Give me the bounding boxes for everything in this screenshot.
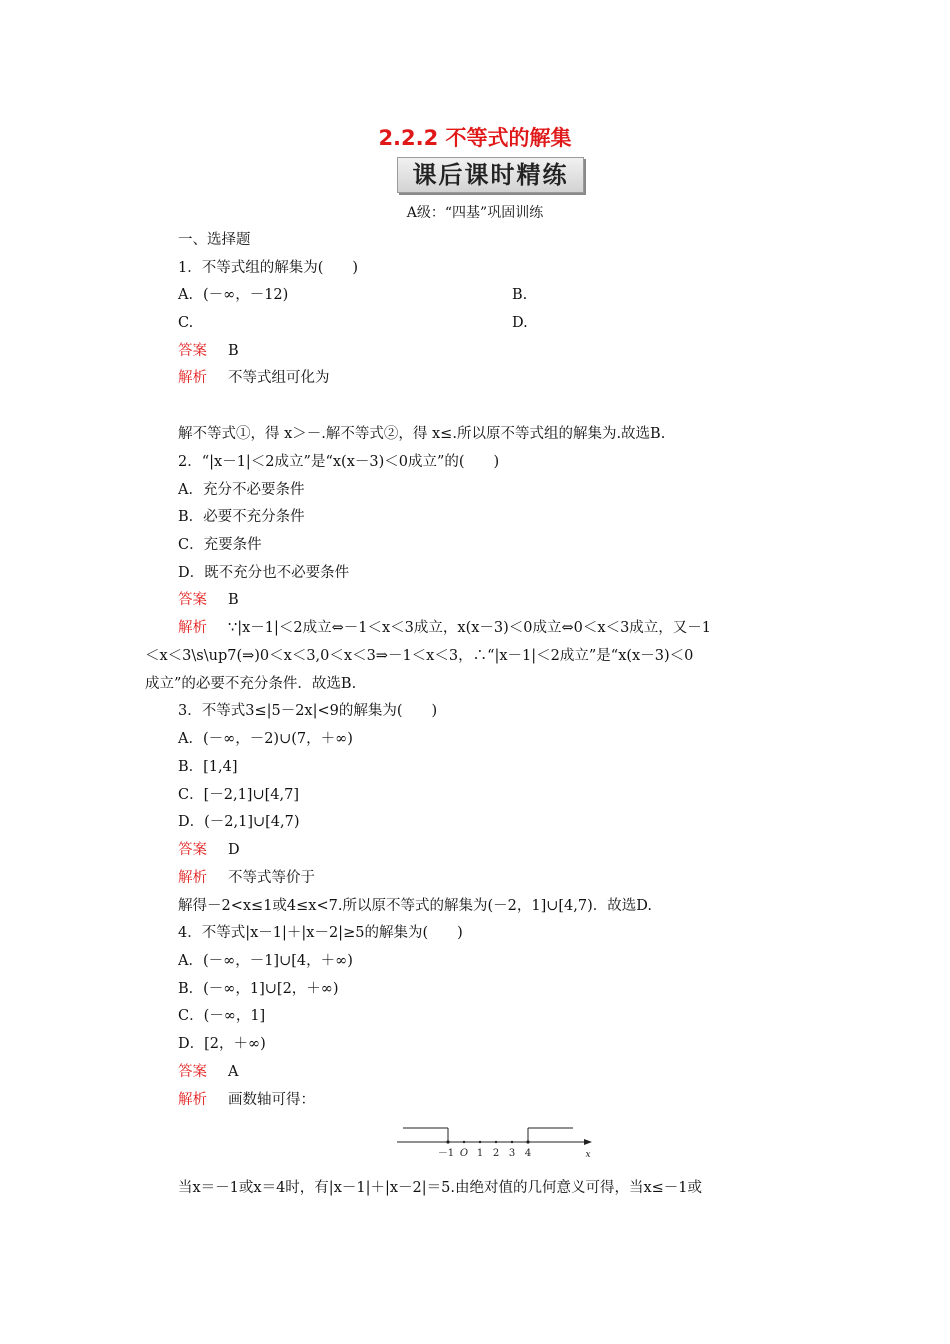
q4-answer-line [178,1062,238,1082]
answer-label: 答案 [178,842,207,858]
q3-answer: D [228,842,240,858]
tick-label-4: 4 [524,1148,532,1159]
section-heading: 一、选择题 [178,232,251,248]
q3-analysis-line [178,868,315,888]
q1-analysis: 不等式组可化为 [228,370,330,386]
q2-answer-line [178,590,239,610]
q1-answer-line [178,341,239,361]
q4-analysis-2: 当x＝－1或x＝4时，有|x－1|＋|x－2|＝5.由绝对值的几何意义可得，当x≤－1或 [178,1180,703,1196]
q3-option-d: D．(－2,1]∪[4,7) [178,814,300,830]
q2-option-b: B．必要不充分条件 [178,509,305,525]
q1-option-a: A．(－∞，－12) [178,287,289,303]
number-line-figure [395,1118,600,1162]
q1-option-d: D. [512,315,528,331]
right-ray-bracket [528,1128,573,1142]
q3-analysis-2: 解得－2<x≤1或4≤x<7.所以原不等式的解集为(－2，1]∪[4,7)．故选D. [178,898,652,914]
analysis-label: 解析 [178,1092,207,1108]
q1-analysis-line [178,368,330,388]
analysis-label: 解析 [178,870,207,886]
q1-option-b: B. [512,287,528,303]
q4-answer: A [228,1064,239,1080]
q1-answer: B [228,343,239,359]
q4-option-d: D．[2，＋∞) [178,1036,266,1052]
q2-analysis-line [178,618,711,638]
q3-stem: 3．不等式3≤|5－2x|<9的解集为( ) [178,703,438,719]
q4-option-c: C．(－∞，1] [178,1008,266,1024]
tick-label-origin: O [459,1148,469,1159]
q1-analysis-2: 解不等式①，得 x＞－.解不等式②，得 x≤.所以原不等式组的解集为.故选B. [178,426,666,442]
q3-option-c: C．[－2,1]∪[4,7] [178,787,299,803]
q3-analysis: 不等式等价于 [228,870,315,886]
left-ray-bracket [403,1128,448,1142]
q4-option-b: B．(－∞，1]∪[2，＋∞) [178,981,339,997]
tick-label-2: 2 [492,1148,500,1159]
q4-option-a: A．(－∞，－1]∪[4，＋∞) [178,953,353,969]
q4-analysis: 画数轴可得： [228,1092,315,1108]
q1-stem: 1．不等式组的解集为( ) [178,260,359,276]
q3-option-b: B．[1,4] [178,759,238,775]
q4-analysis-line [178,1090,315,1110]
q2-option-c: C．充要条件 [178,537,262,553]
q2-stem: 2．“|x－1|＜2成立”是“x(x－3)＜0成立”的( ) [178,454,500,470]
analysis-label: 解析 [178,620,207,636]
q1-option-c: C. [178,315,194,331]
page-title: 2.2.2 不等式的解集 [378,126,572,150]
q3-option-a: A．(－∞，－2)∪(7，＋∞) [178,731,353,747]
answer-label: 答案 [178,1064,207,1080]
q2-analysis-3: 成立”的必要不充分条件．故选B. [145,676,357,692]
q2-option-a: A．充分不必要条件 [178,482,305,498]
answer-label: 答案 [178,343,207,359]
tick-label-1: 1 [476,1148,484,1159]
tick-label-neg1: －1 [437,1148,455,1159]
q2-answer: B [228,592,239,608]
q2-analysis-2: ＜x＜3\s\up7(⇒)0＜x＜3,0＜x＜3⇒－1＜x＜3，∴“|x－1|＜2成立”是“x(x－3)＜0 [145,648,694,664]
section-banner: 课后课时精练 [397,157,584,193]
answer-label: 答案 [178,592,207,608]
q4-stem: 4．不等式|x－1|＋|x－2|≥5的解集为( ) [178,925,463,941]
q2-option-d: D．既不充分也不必要条件 [178,565,350,581]
q3-answer-line [178,840,240,860]
number-line-axis [397,1139,592,1145]
level-heading: A级：“四基”巩固训练 [406,205,544,221]
tick-label-3: 3 [508,1148,516,1159]
q2-analysis-1: ∵|x－1|＜2成立⇔－1＜x＜3成立，x(x－3)＜0成立⇔0＜x＜3成立，又－1 [228,620,712,636]
analysis-label: 解析 [178,370,207,386]
axis-label-x: x [585,1150,591,1160]
